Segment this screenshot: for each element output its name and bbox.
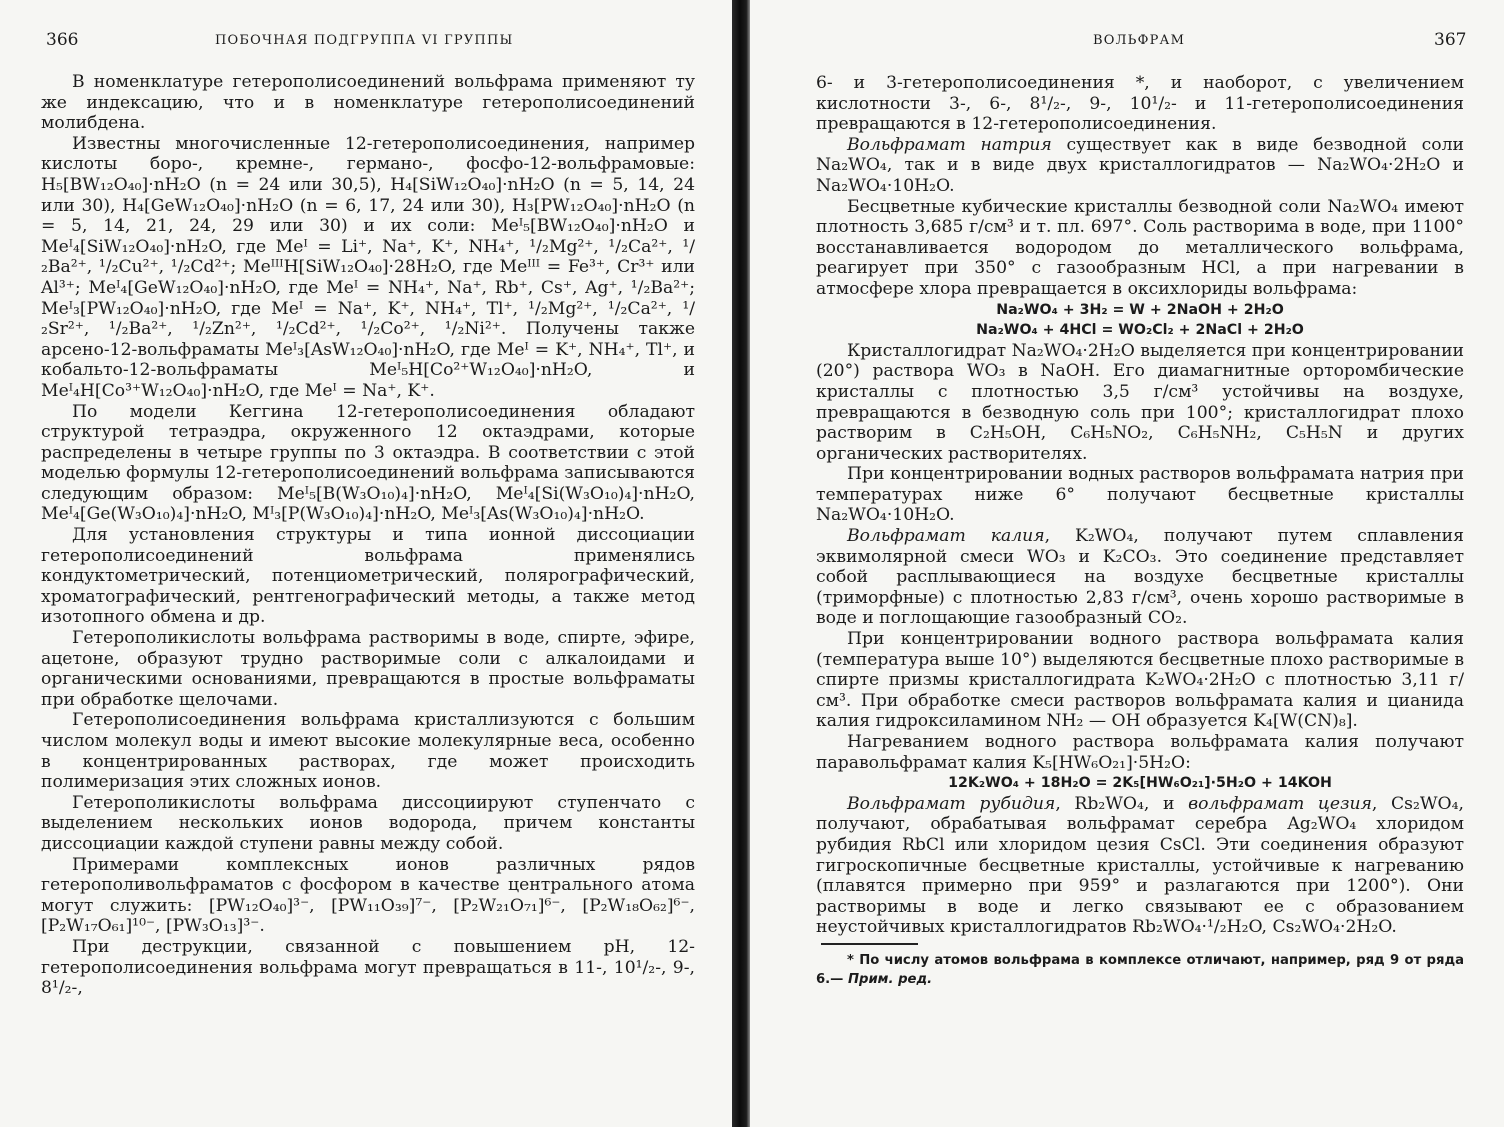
paragraph: В номенклатуре гетерополисоединений вольфрама применяют ту же индексацию, что и в номенклатуре гетерополисоединений молибдена. bbox=[41, 72, 695, 134]
paragraph: При концентрировании водного раствора вольфрамата калия (температура выше 10°) выделяются бесцветные плохо растворимые в спирте призмы кристаллогидрата K₂WO₄·2H₂O с плотностью 3,11 г/см³. При обработке смеси растворов вольфрамата калия и цианида калия гидроксиламином NH₂ — OH образуется K₄[W(CN)₈]. bbox=[816, 629, 1464, 732]
section-term: вольфрамат цезия bbox=[1188, 793, 1372, 814]
page-number: 367 bbox=[1434, 30, 1467, 50]
equation: Na₂WO₄ + 3H₂ = W + 2NaOH + 2H₂O bbox=[996, 301, 1284, 318]
editor-note: Прим. ред. bbox=[847, 971, 933, 987]
paragraph: Вольфрамат калия, K₂WO₄, получают путем сплавления эквимолярной смеси WO₃ и K₂CO₃. Это соединение представляет собой расплывающиеся на воздухе бесцветные кристаллы (триморфные) с плотностью 2,83 г/см³, очень хорошо растворимые в воде и поглощающие газообразный CO₂. bbox=[816, 526, 1464, 629]
running-head: ВОЛЬФРАМ bbox=[1093, 33, 1186, 48]
section-term: Вольфрамат калия bbox=[847, 526, 1045, 547]
equation: 12K₂WO₄ + 18H₂O = 2K₅[HW₆O₂₁]·5H₂O + 14KOH bbox=[948, 775, 1332, 792]
paragraph: Вольфрамат натрия существует как в виде безводной соли Na₂WO₄, так и в виде двух кристаллогидратов — Na₂WO₄·2H₂O и Na₂WO₄·10H₂O. bbox=[816, 134, 1464, 196]
paragraph: Известны многочисленные 12-гетерополисоединения, например кислоты боро-, кремне-, германо-, фосфо-12-вольфрамовые: H₅[BW₁₂O₄₀]·nH₂O (n = 24 или 30,5), H₄[SiW₁₂O₄₀]·nH₂O (n = 5, 14, 24 или 30), H₄[GeW₁₂O₄₀]·nH₂O (n = 6, 17, 24 или 30), H₃[PW₁₂O₄₀]·nH₂O (n = 5, 14, 21, 24, 29 или 30) и их соли: Meᴵ₅[BW₁₂O₄₀]·nH₂O и Meᴵ₄[SiW₁₂O₄₀]·nH₂O, где Meᴵ = Li⁺, Na⁺, K⁺, NH₄⁺, ¹/₂Mg²⁺, ¹/₂Ca²⁺, ¹/₂Ba²⁺, ¹/₂Cu²⁺, ¹/₂Cd²⁺; MeᴵᴵᴵH[SiW₁₂O₄₀]·28H₂O, где Meᴵᴵᴵ = Fe³⁺, Cr³⁺ или Al³⁺; Meᴵ₄[GeW₁₂O₄₀]·nH₂O, где Meᴵ = NH₄⁺, Na⁺, Rb⁺, Cs⁺, Ag⁺, ¹/₂Ba²⁺; Meᴵ₃[PW₁₂O₄₀]·nH₂O, где Meᴵ = Na⁺, K⁺, NH₄⁺, Tl⁺, ¹/₂Mg²⁺, ¹/₂Ca²⁺, ¹/₂Sr²⁺, ¹/₂Ba²⁺, ¹/₂Zn²⁺, ¹/₂Cd²⁺, ¹/₂Co²⁺, ¹/₂Ni²⁺. Получены также арсено-12-вольфраматы Meᴵ₃[AsW₁₂O₄₀]·nH₂O, где Meᴵ = K⁺, NH₄⁺, Tl⁺, и кобальто-12-вольфраматы Meᴵ₅H[Co²⁺W₁₂O₄₀]·nH₂O, и Meᴵ₄H[Co³⁺W₁₂O₄₀]·nH₂O, где Meᴵ = Na⁺, K⁺. bbox=[41, 133, 695, 401]
paragraph: При концентрировании водных растворов вольфрамата натрия при температурах ниже 6° получают бесцветные кристаллы Na₂WO₄·10H₂O. bbox=[816, 464, 1464, 526]
paragraph: Гетерополисоединения вольфрама кристаллизуются с большим числом молекул воды и имеют высокие молекулярные веса, особенно в концентрированных растворах, где может происходить полимеризация этих сложных ионов. bbox=[41, 710, 695, 793]
paragraph: Гетерополикислоты вольфрама растворимы в воде, спирте, эфире, ацетоне, образуют трудно растворимые соли с алкалоидами и органическими основаниями, превращаются в простые вольфраматы при обработке щелочами. bbox=[41, 628, 695, 710]
running-head: ПОБОЧНАЯ ПОДГРУППА VI ГРУППЫ bbox=[215, 33, 514, 48]
right-page bbox=[748, 0, 1504, 1127]
paragraph: Кристаллогидрат Na₂WO₄·2H₂O выделяется при концентрировании (20°) раствора WO₃ в NaOH. Его диамагнитные орторомбические кристаллы с плотностью 3,5 г/см³ устойчивы на воздухе, превращаются в безводную соль при 100°; кристаллогидрат плохо растворим в C₂H₅OH, C₆H₅NO₂, C₆H₅NH₂, C₅H₅N и других органических растворителях. bbox=[816, 340, 1464, 464]
paragraph: Для установления структуры и типа ионной диссоциации гетерополисоединений вольфрама применялись кондуктометрический, потенциометрический, полярографический, хроматографический, рентгенографический методы, а также метод изотопного обмена и др. bbox=[41, 525, 695, 628]
paragraph: Бесцветные кубические кристаллы безводной соли Na₂WO₄ имеют плотность 3,685 г/см³ и т. пл. 697°. Соль растворима в воде, при 1100° восстанавливается водородом до металлического вольфрама, реагирует при 350° с газообразным HCl, а при нагревании в атмосфере хлора превращается в оксихлориды вольфрама: bbox=[816, 196, 1464, 299]
section-term: Вольфрамат натрия bbox=[847, 134, 1052, 155]
paragraph: Вольфрамат рубидия, Rb₂WO₄, и вольфрамат цезия, Cs₂WO₄, получают, обрабатывая вольфрамат серебра Ag₂WO₄ хлоридом рубидия RbCl или хлоридом цезия CsCl. Эти соединения образуют гигроскопичные бесцветные кристаллы, устойчивые к нагреванию (плавятся примерно при 959° и разлагаются при 1200°). Они растворимы в воде и легко связывают ее с образованием неустойчивых кристаллогидратов Rb₂WO₄·¹/₂H₂O, Cs₂WO₄·2H₂O. bbox=[816, 793, 1465, 938]
section-term: Вольфрамат рубидия bbox=[847, 793, 1056, 814]
footnote-rule bbox=[821, 943, 918, 945]
paragraph: При деструкции, связанной с повышением pH, 12-гетерополисоединения вольфрама могут превращаться в 11-, 10¹/₂-, 9-, 8¹/₂-, bbox=[41, 936, 695, 999]
page-number: 366 bbox=[46, 30, 79, 50]
paragraph: По модели Кеггина 12-гетерополисоединения обладают структурой тетраэдра, окруженного 12 октаэдрами, которые распределены в четыре группы по 3 октаэдра. В соответствии с этой моделью формулы 12-гетерополисоединений вольфрама записываются следующим образом: Meᴵ₅[B(W₃O₁₀)₄]·nH₂O, Meᴵ₄[Si(W₃O₁₀)₄]·nH₂O, Meᴵ₄[Ge(W₃O₁₀)₄]·nH₂O, Mᴵ₃[P(W₃O₁₀)₄]·nH₂O, Meᴵ₃[As(W₃O₁₀)₄]·nH₂O. bbox=[41, 401, 696, 525]
paragraph: Нагреванием водного раствора вольфрамата калия получают паравольфрамат калия K₅[HW₆O₂₁]·5H₂O: bbox=[816, 732, 1464, 773]
body-text bbox=[41, 72, 695, 999]
body-text bbox=[816, 73, 1464, 989]
paragraph: 6- и 3-гетерополисоединения *, и наоборот, с увеличением кислотности 3-, 6-, 8¹/₂-, 9-, 10¹/₂- и 11-гетерополисоединения превращаются в 12-гетерополисоединения. bbox=[816, 73, 1464, 135]
paragraph: Примерами комплексных ионов различных рядов гетерополивольфраматов с фосфором в качестве центрального атома могут служить: [PW₁₂O₄₀]³⁻, [PW₁₁O₃₉]⁷⁻, [P₂W₂₁O₇₁]⁶⁻, [P₂W₁₈O₆₂]⁶⁻, [P₂W₁₇O₆₁]¹⁰⁻, [PW₃O₁₃]³⁻. bbox=[41, 854, 695, 937]
equation: Na₂WO₄ + 4HCl = WO₂Cl₂ + 2NaCl + 2H₂O bbox=[976, 322, 1304, 339]
footnote: * По числу атомов вольфрама в комплексе отличают, например, ряд 9 от ряда 6.— Прим. ред. bbox=[816, 952, 1464, 987]
paragraph: Гетерополикислоты вольфрама диссоциируют ступенчато с выделением нескольких ионов водорода, причем константы диссоциации каждой ступени равны между собой. bbox=[41, 792, 695, 854]
left-page bbox=[0, 0, 734, 1127]
